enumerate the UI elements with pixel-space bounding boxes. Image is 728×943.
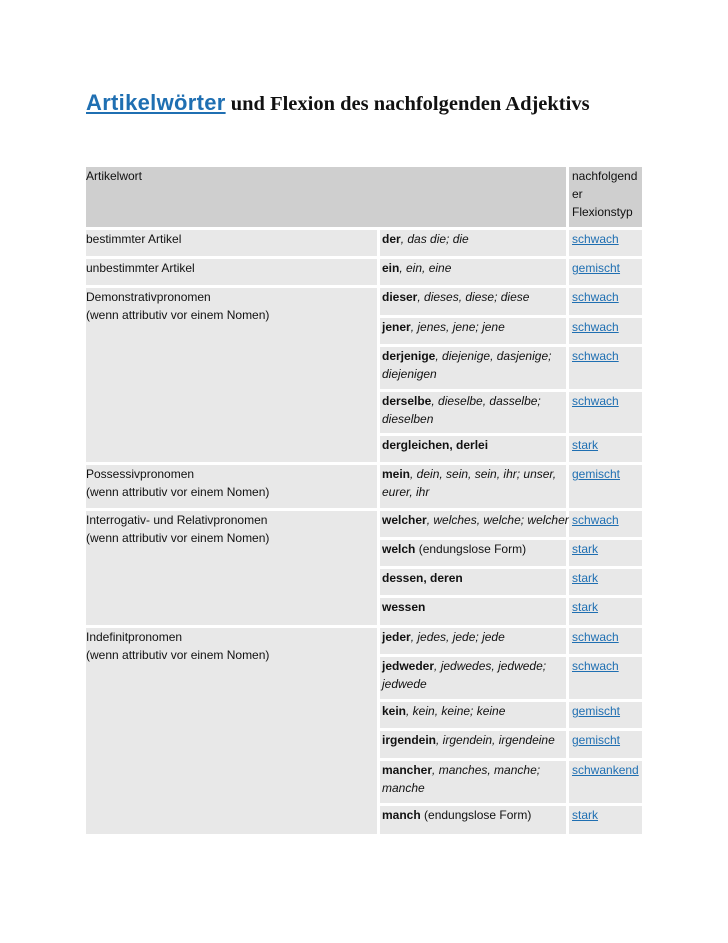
article-word-forms xyxy=(382,779,425,797)
word-lemma: welch xyxy=(382,542,416,556)
article-word-forms xyxy=(382,540,526,558)
title-rest: und Flexion des nachfolgenden Adjektivs xyxy=(230,93,590,115)
flexion-type-link[interactable]: stark xyxy=(572,808,599,822)
word-lemma: kein xyxy=(382,704,407,718)
word-lemma: dergleichen, derlei xyxy=(382,438,489,452)
word-forms: , welches, welche; welcher xyxy=(426,513,569,527)
category-label: unbestimmter Artikel xyxy=(86,261,195,275)
word-forms: jedwede xyxy=(382,677,427,691)
word-forms: , kein, keine; keine xyxy=(406,704,506,718)
flexion-type-link[interactable]: schwach xyxy=(572,394,619,408)
word-lemma: wessen xyxy=(382,600,426,614)
word-lemma: jeder xyxy=(382,630,411,644)
article-word-forms xyxy=(382,465,556,483)
flexion-type-link[interactable]: stark xyxy=(572,438,599,452)
category-label: Indefinitpronomen xyxy=(86,630,183,644)
header-artikelwort: Artikelwort xyxy=(86,169,143,183)
article-word-forms xyxy=(382,569,463,587)
article-word-forms xyxy=(382,675,427,693)
word-forms: , irgendein, irgendeine xyxy=(436,733,555,747)
category-note: (wenn attributiv vor einem Nomen) xyxy=(86,531,270,545)
article-word-forms xyxy=(382,288,529,306)
word-lemma: mein xyxy=(382,467,411,481)
flexion-type-link[interactable]: schwach xyxy=(572,232,619,246)
article-word-forms xyxy=(382,230,469,248)
word-forms: eurer, ihr xyxy=(382,485,430,499)
category-note: (wenn attributiv vor einem Nomen) xyxy=(86,485,270,499)
word-forms: , das die; die xyxy=(400,232,469,246)
word-lemma: manch xyxy=(382,808,421,822)
word-forms: dieselben xyxy=(382,412,434,426)
word-forms: , jenes, jene; jene xyxy=(410,320,505,334)
word-forms: (endungslose Form) xyxy=(420,808,532,822)
word-lemma: ein xyxy=(382,261,400,275)
article-word-forms xyxy=(382,392,541,410)
word-lemma: jedweder xyxy=(382,659,435,673)
flexion-type-link[interactable]: gemischt xyxy=(572,704,621,718)
word-lemma: jener xyxy=(382,320,411,334)
flexion-type-link[interactable]: schwach xyxy=(572,320,619,334)
word-lemma: mancher xyxy=(382,763,433,777)
word-lemma: derselbe xyxy=(382,394,432,408)
article-word-forms xyxy=(382,806,531,824)
word-forms: diejenigen xyxy=(382,367,437,381)
flexion-type-link[interactable]: stark xyxy=(572,542,599,556)
article-word-forms xyxy=(382,628,505,646)
article-word-forms xyxy=(382,657,546,675)
word-forms: , dieses, diese; diese xyxy=(417,290,530,304)
article-word-forms xyxy=(382,483,429,501)
word-forms: manche xyxy=(382,781,425,795)
word-forms: , diejenige, dasjenige; xyxy=(435,349,552,363)
flexion-type-link[interactable]: schwankend xyxy=(572,763,639,777)
flexion-type-link[interactable]: gemischt xyxy=(572,467,621,481)
article-word-forms xyxy=(382,410,433,428)
header-flexionstyp-line-1: nachfolgend xyxy=(572,169,638,183)
flexion-type-link[interactable]: gemischt xyxy=(572,261,621,275)
article-word-forms xyxy=(382,347,551,365)
category-label: Possessivpronomen xyxy=(86,467,195,481)
word-forms: , dein, sein, sein, ihr; unser, xyxy=(410,467,557,481)
document-title xyxy=(86,88,686,119)
flexion-type-link[interactable]: gemischt xyxy=(572,733,621,747)
word-forms: (endungslose Form) xyxy=(415,542,527,556)
category-note: (wenn attributiv vor einem Nomen) xyxy=(86,308,270,322)
article-word-forms xyxy=(382,365,437,383)
category-note: (wenn attributiv vor einem Nomen) xyxy=(86,648,270,662)
category-label: bestimmter Artikel xyxy=(86,232,182,246)
flexion-type-link[interactable]: stark xyxy=(572,600,599,614)
flexion-type-link[interactable]: schwach xyxy=(572,630,619,644)
word-forms: , dieselbe, dasselbe; xyxy=(431,394,541,408)
word-lemma: welcher xyxy=(382,513,427,527)
word-lemma: der xyxy=(382,232,401,246)
header-flexionstyp-line-3: Flexionstyp xyxy=(572,205,633,219)
word-forms: , jedwedes, jedwede; xyxy=(434,659,547,673)
article-word-forms xyxy=(382,259,451,277)
category-label: Demonstrativpronomen xyxy=(86,290,211,304)
article-word-forms xyxy=(382,436,488,454)
word-lemma: irgendein xyxy=(382,733,437,747)
word-forms: , jedes, jede; jede xyxy=(410,630,505,644)
category-label: Interrogativ- und Relativpronomen xyxy=(86,513,268,527)
article-word-forms xyxy=(382,598,425,616)
flexion-type-link[interactable]: schwach xyxy=(572,659,619,673)
article-word-forms xyxy=(382,318,505,336)
flexion-type-link[interactable]: stark xyxy=(572,571,599,585)
article-word-forms xyxy=(382,731,555,749)
article-word-forms xyxy=(382,511,569,529)
word-forms: , ein, eine xyxy=(399,261,452,275)
flexion-type-link[interactable]: schwach xyxy=(572,513,619,527)
article-word-forms xyxy=(382,761,540,779)
word-lemma: dieser xyxy=(382,290,418,304)
word-forms: , manches, manche; xyxy=(432,763,541,777)
word-lemma: derjenige xyxy=(382,349,436,363)
header-cell-artikelwort-bg xyxy=(86,167,566,227)
article-word-forms xyxy=(382,702,505,720)
title-link-artikelwoerter[interactable]: Artikelwörter xyxy=(86,90,226,115)
header-flexionstyp-line-2: er xyxy=(572,187,583,201)
flexion-type-link[interactable]: schwach xyxy=(572,349,619,363)
flexion-type-link[interactable]: schwach xyxy=(572,290,619,304)
word-lemma: dessen, deren xyxy=(382,571,463,585)
